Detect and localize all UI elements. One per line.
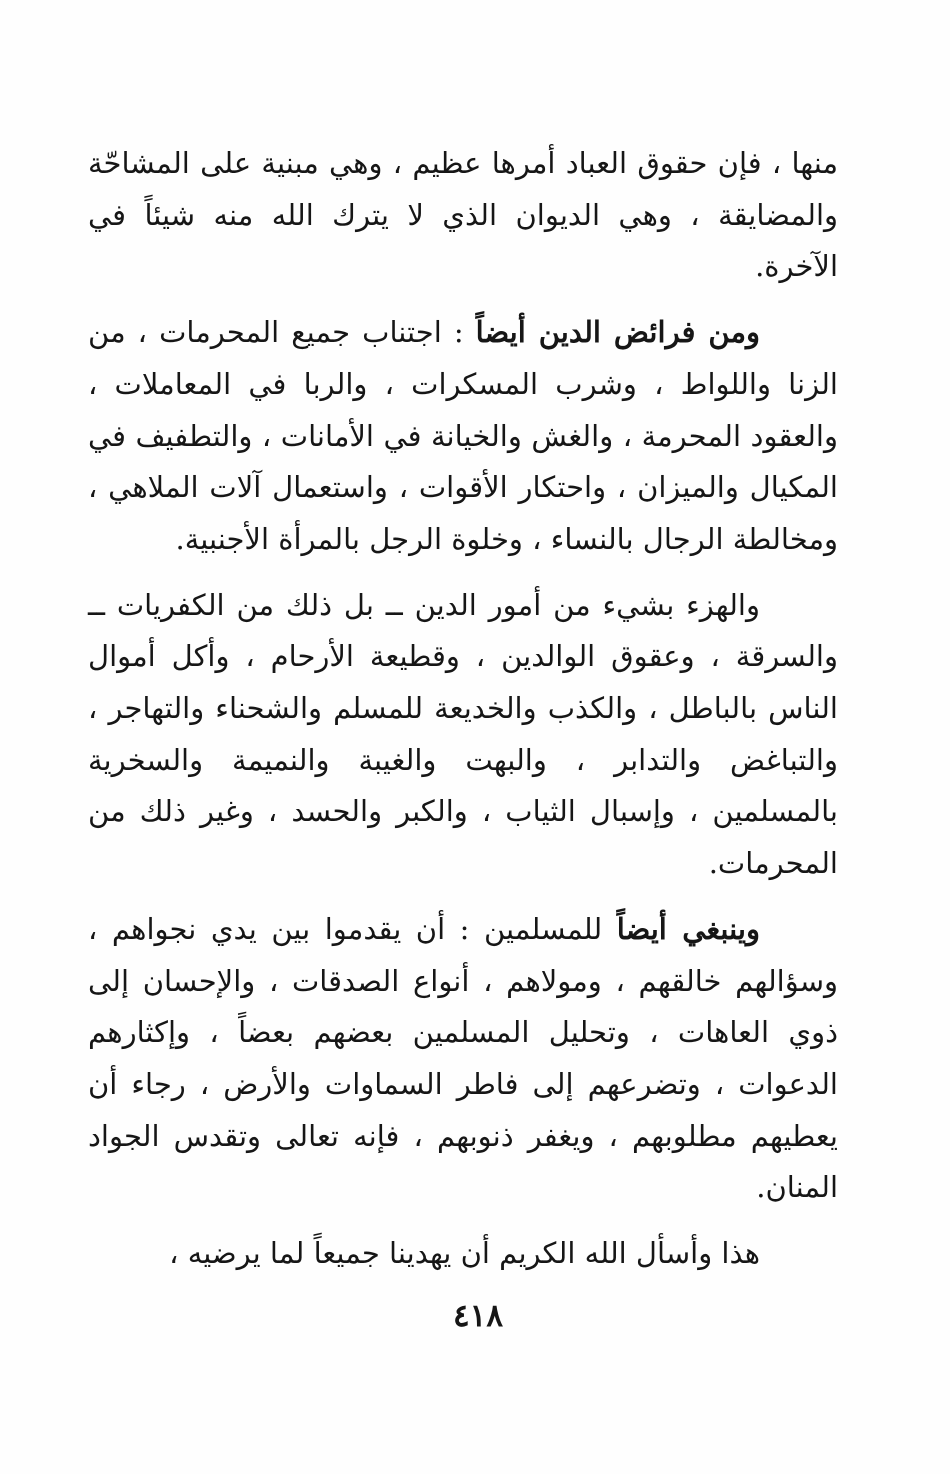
body-text bbox=[88, 138, 838, 1280]
page-number bbox=[0, 1298, 950, 1334]
paragraph-1-text: منها ، فإن حقوق العباد أمرها عظيم ، وهي مبنية على المشاحّة والمضايقة ، وهي الديوان الذي لا يترك الله منه شيئاً في الآخرة. bbox=[88, 146, 838, 284]
paragraph-5-text: هذا وأسأل الله الكريم أن يهدينا جميعاً لما يرضيه ، bbox=[169, 1236, 760, 1271]
paragraph-1 bbox=[88, 138, 838, 293]
paragraph-2 bbox=[88, 307, 838, 566]
paragraph-2-text: : اجتناب جميع المحرمات ، من الزنا واللواط ، وشرب المسكرات ، والربا في المعاملات ، والعقود المحرمة ، والغش والخيانة في الأمانات ، والتطفيف في المكيال والميزان ، واحتكار الأقوات ، واستعمال آلات الملاهي ، ومخالطة الرجال بالنساء ، وخلوة الرجل بالمرأة الأجنبية. bbox=[88, 315, 838, 556]
paragraph-2-lead: ومن فرائض الدين أيضاً bbox=[475, 315, 760, 350]
paragraph-4 bbox=[88, 904, 838, 1214]
paragraph-3-text: والهزء بشيء من أمور الدين ــ بل ذلك من الكفريات ــ والسرقة ، وعقوق الوالدين ، وقطيعة الأرحام ، وأكل أموال الناس بالباطل ، والكذب والخديعة للمسلم والشحناء والتهاجر ، والتباغض والتدابر ، والبهت والغيبة والنميمة والسخرية بالمسلمين ، وإسبال الثياب ، والكبر والحسد ، وغير ذلك من المحرمات. bbox=[88, 587, 838, 881]
paragraph-3 bbox=[88, 580, 838, 890]
paragraph-4-lead: وينبغي أيضاً bbox=[616, 911, 760, 946]
page-number-label: ٤١٨ bbox=[453, 1298, 503, 1334]
paragraph-4-text: للمسلمين : أن يقدموا بين يدي نجواهم ، وسؤالهم خالقهم ، ومولاهم ، أنواع الصدقات ، والإحسان إلى ذوي العاهات ، وتحليل المسلمين بعضهم بعضاً ، وإكثارهم الدعوات ، وتضرعهم إلى فاطر السماوات والأرض ، رجاء أن يعطيهم مطلوبهم ، ويغفر ذنوبهم ، فإنه تعالى وتقدس الجواد المنان. bbox=[88, 911, 838, 1205]
paragraph-5 bbox=[88, 1228, 838, 1280]
